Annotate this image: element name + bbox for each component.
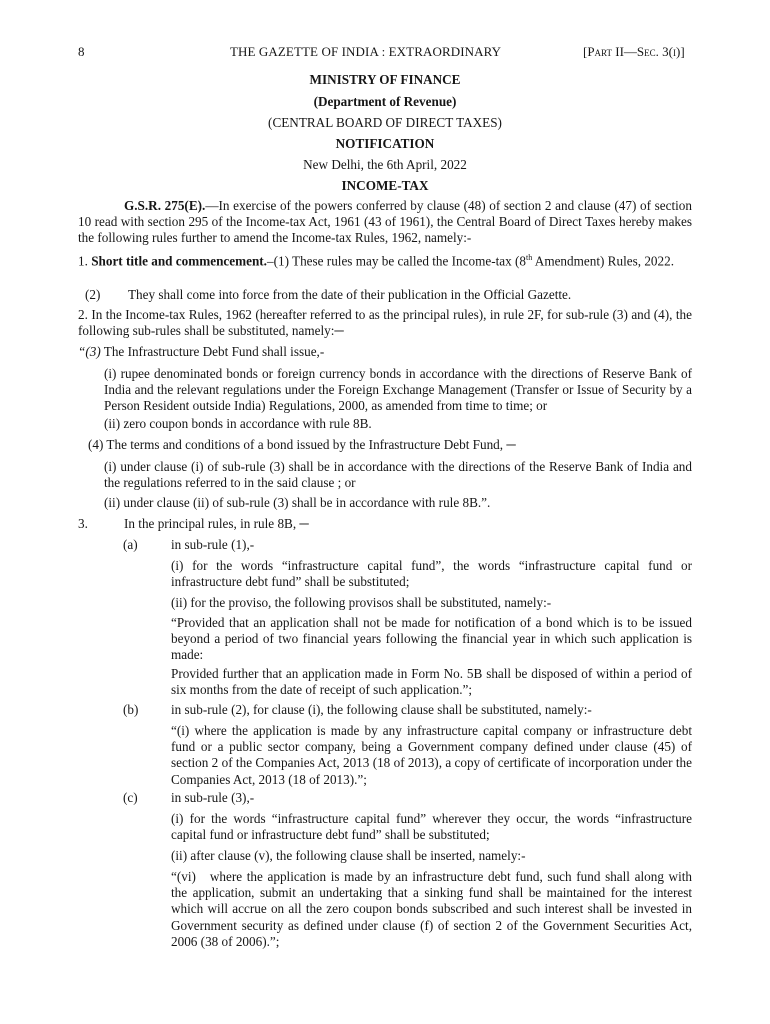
clause-text: (ii) under clause (ii) of sub-rule (3) shall be in accordance with rule 8B.”. (104, 495, 491, 510)
item-label: (a) (123, 537, 138, 552)
sub-number: (2) (85, 287, 101, 302)
subject-heading: INCOME-TAX (341, 178, 429, 193)
page-number: 8 (78, 44, 85, 59)
proviso-2 (171, 666, 692, 698)
board-heading: (CENTRAL BOARD OF DIRECT TAXES) (268, 115, 502, 130)
proviso-1 (171, 615, 692, 664)
item-c-ii (171, 848, 692, 864)
superscript: th (526, 253, 533, 262)
department-heading: (Department of Revenue) (313, 94, 457, 109)
para-3-text: In the principal rules, in rule 8B, ─ (124, 516, 309, 531)
proviso-text: Provided further that an application made in Form No. 5B shall be disposed of within a period of six months from the date of receipt of such application.”; (171, 666, 692, 698)
sub-rule-4-ii (104, 495, 692, 511)
sub-rule-3 (78, 344, 692, 360)
quoted-clause: “(i) where the application is made by any infrastructure capital company or infrastructure debt fund or a public sector company, being a Government company defined under clause (45) of section 2 of the Companies Act, 2013 (18 of 2013), a copy of certificate of incorporation under the Companies Act, 2013 (18 of 2013).”; (171, 723, 692, 787)
item-a-i (171, 558, 692, 590)
proviso-text: “Provided that an application shall not be made for notification of a bond which is to be issued beyond a period of two financial years following the financial year in which such application is made: (171, 615, 692, 663)
paragraph-2 (78, 307, 692, 339)
sub-rule-3-ii (104, 416, 692, 432)
item-text: in sub-rule (1),- (171, 537, 255, 552)
item-c-i (171, 811, 692, 843)
clause-vi (171, 869, 692, 950)
item-a-ii (171, 595, 692, 611)
para-1-text: –(1) These rules may be called the Income-tax (8 (266, 253, 526, 269)
para-2-text: 2. In the Income-tax Rules, 1962 (hereafter referred to as the principal rules), in rule 2F, for sub-rule (3) and (4), the following sub-rules shall be substituted, namely:─ (78, 307, 692, 339)
clause-text: (ii) after clause (v), the following clause shall be inserted, namely:- (171, 848, 526, 863)
part-section: [Part II—Sec. 3(i)] (583, 44, 685, 59)
sub-rule-4-i (104, 459, 692, 491)
clause-text: (i) rupee denominated bonds or foreign currency bonds in accordance with the directions of Reserve Bank of India and the relevant regulations under the Foreign Exchange Management (Transfer or Issue of Security by a Person Resident outside India) Regulations, 2000, as amended from time to time; or (104, 366, 692, 414)
item-text: in sub-rule (3),- (171, 790, 255, 805)
sub-text: They shall come into force from the date of their publication in the Official Gazette. (128, 287, 572, 302)
short-title-label: Short title and commencement. (91, 253, 267, 269)
sub-rule-3-i (104, 366, 692, 415)
clause-vi-text: where the application is made by an infrastructure debt fund, such fund shall along with the application, submit an undertaking that a sinking fund shall be maintained for the interest which will accrue on all the zero coupon bonds subscribed and such interest shall be invested in Government security as defined under clause (f) of section 2 of the Government Securities Act, 2006 (38 of 2006).”; (171, 869, 692, 949)
item-label: (c) (123, 790, 138, 805)
item-b-quote (171, 723, 692, 788)
clause-text: (ii) zero coupon bonds in accordance with rule 8B. (104, 416, 372, 431)
sub-rule-3-label: “(3) (78, 344, 101, 359)
para-1-text-end: Amendment) Rules, 2022. (532, 253, 674, 269)
para-number: 3. (78, 516, 88, 531)
gsr-text: —In exercise of the powers conferred by clause (48) of section 2 and clause (47) of section 10 read with section 295 of the Income-tax Act, 1961 (43 of 1961), the Central Board of Direct Taxes hereby makes the following rules further to amend the Income-tax Rules, 1962, namely:- (78, 198, 692, 246)
item-label: (b) (123, 702, 139, 717)
clause-vi-label: “(vi) (171, 869, 196, 884)
gsr-number: G.S.R. 275(E). (124, 198, 206, 213)
sub-rule-4-text: (4) The terms and conditions of a bond issued by the Infrastructure Debt Fund, ─ (88, 437, 516, 452)
notification-heading: NOTIFICATION (335, 136, 435, 151)
gazette-title: THE GAZETTE OF INDIA : EXTRAORDINARY (230, 44, 502, 59)
item-text: in sub-rule (2), for clause (i), the following clause shall be substituted, namely:- (171, 702, 592, 717)
clause-text: (i) for the words “infrastructure capital fund” wherever they occur, the words “infrastructure capital fund or infrastructure debt fund” shall be substituted; (171, 811, 692, 843)
gsr-paragraph (78, 198, 692, 247)
paragraph-1 (78, 250, 692, 270)
para-number: 1. (78, 253, 88, 269)
place-date: New Delhi, the 6th April, 2022 (303, 157, 467, 172)
ministry-heading: MINISTRY OF FINANCE (309, 72, 461, 87)
clause-text: (ii) for the proviso, the following provisos shall be substituted, namely:- (171, 595, 552, 610)
clause-text: (i) for the words “infrastructure capital fund”, the words “infrastructure capital fund or infrastructure debt fund” shall be substituted; (171, 558, 692, 590)
sub-rule-4 (88, 437, 692, 453)
sub-rule-3-text: The Infrastructure Debt Fund shall issue,- (100, 344, 325, 359)
clause-text: (i) under clause (i) of sub-rule (3) shall be in accordance with the directions of the Reserve Bank of India and the regulations referred to in the said clause ; or (104, 459, 692, 491)
